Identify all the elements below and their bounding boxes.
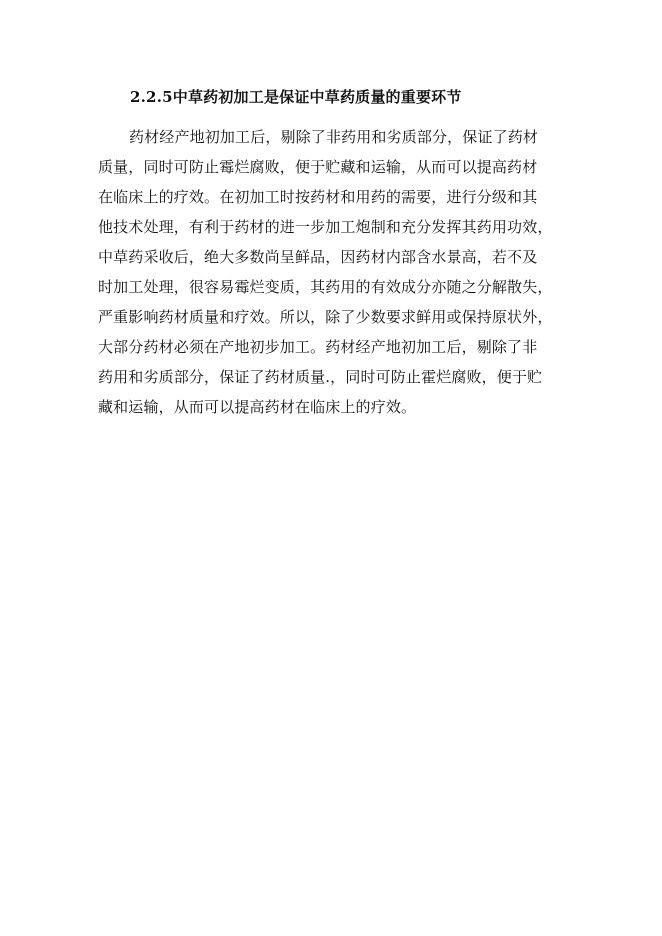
paragraph-line: 在临床上的疗效。在初加工时按药材和用药的需要，进行分级和其 xyxy=(98,188,538,206)
paragraph-line: 他技术处理，有利于药材的进一步加工炮制和充分发挥其药用功效， xyxy=(98,218,553,236)
body-paragraph xyxy=(98,122,568,422)
paragraph-line: 中草药采收后，绝大多数尚呈鲜品，因药材内部含水景高，若不及 xyxy=(98,248,538,266)
section-heading: 2.2.5中草药初加工是保证中草药质量的重要环节 xyxy=(130,88,462,106)
paragraph-line: 严重影响药材质量和疗效。所以，除了少数要求鲜用或保持原状外， xyxy=(98,308,553,326)
paragraph-line: 时加工处理，很容易霉烂变质，其药用的有效成分亦随之分解散失， xyxy=(98,278,553,296)
paragraph-line: 药用和劣质部分，保证了药材质量.，同时可防止霍烂腐败，便于贮 xyxy=(98,368,543,386)
paragraph-line: 藏和运输，从而可以提高药材在临床上的疗效。 xyxy=(98,398,417,416)
paragraph-line: 药材经产地初加工后，剔除了非药用和劣质部分，保证了药材 xyxy=(129,128,539,146)
paragraph-line: 质量，同时可防止霉烂腐败，便于贮藏和运输，从而可以提高药材 xyxy=(98,158,538,176)
paragraph-line: 大部分药材必须在产地初步加工。药材经产地初加工后，剔除了非 xyxy=(98,338,538,356)
